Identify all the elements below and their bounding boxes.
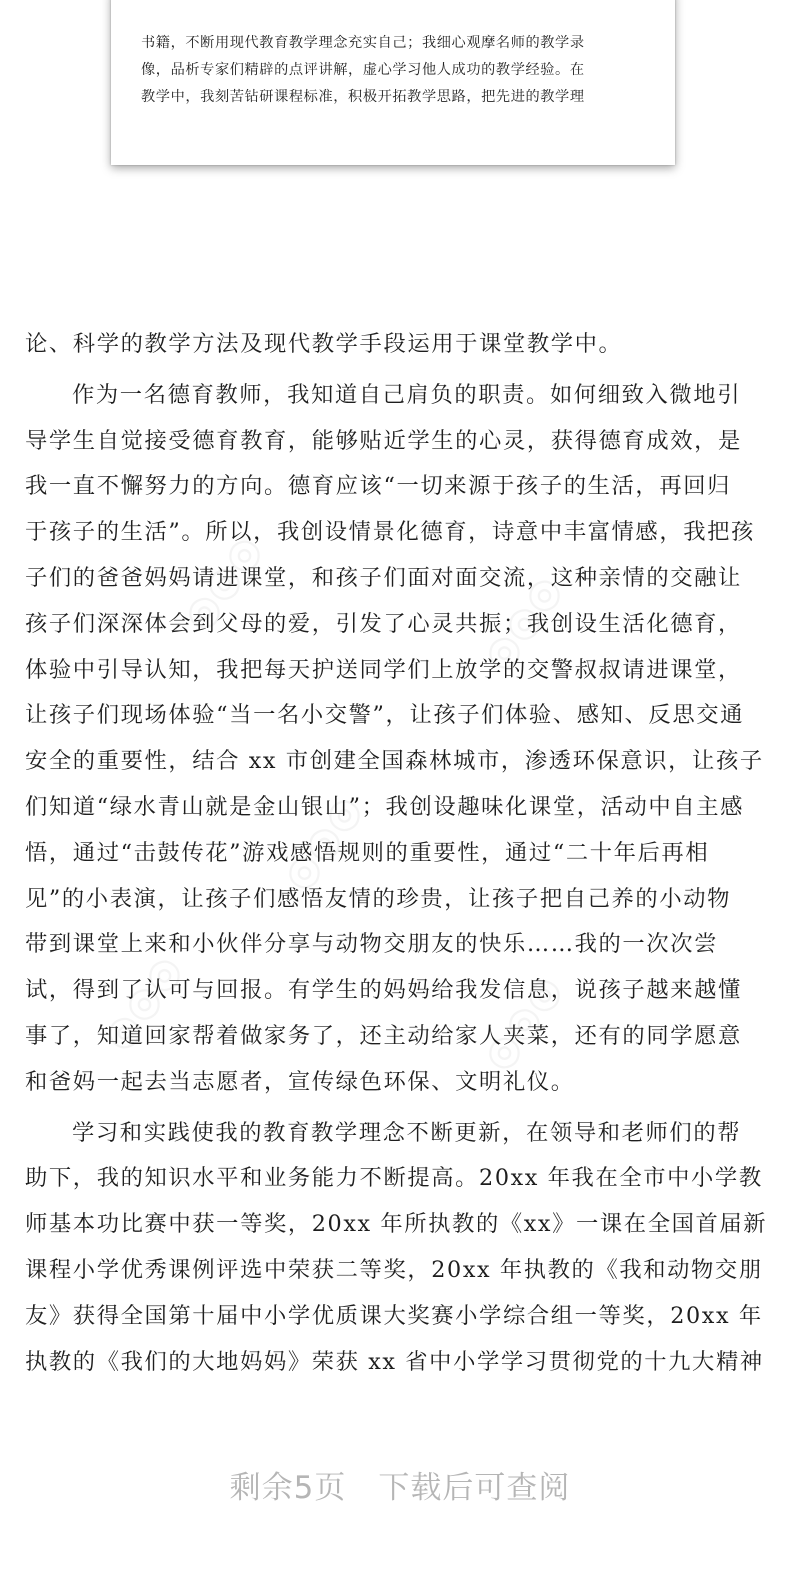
body-text-line: 导学生自觉接受德育教育，能够贴近学生的心灵，获得德育成效，是	[25, 427, 742, 454]
body-text-line: 子们的爸爸妈妈请进课堂，和孩子们面对面交流，这种亲情的交融让	[25, 564, 742, 591]
card-text-line: 教学中，我刻苦钻研课程标准，积极开拓教学思路，把先进的教学理	[141, 89, 585, 105]
body-text-line: 孩子们深深体会到父母的爱，引发了心灵共振；我创设生活化德育，	[25, 610, 742, 637]
body-text-line: 助下，我的知识水平和业务能力不断提高。20xx 年我在全市中小学教	[25, 1165, 763, 1192]
body-text-line: 师基本功比赛中获一等奖，20xx 年所执教的《xx》一课在全国首届新	[25, 1211, 768, 1238]
body-text-line: 让孩子们现场体验“当一名小交警”，让孩子们体验、感知、反思交通	[25, 702, 745, 729]
body-text-line: 悟，通过“击鼓传花”游戏感悟规则的重要性，通过“二十年后再相	[25, 839, 710, 866]
body-text-line: 试，得到了认可与回报。有学生的妈妈给我发信息，说孩子越来越懂	[25, 977, 742, 1004]
body-text-line: 安全的重要性，结合 xx 市创建全国森林城市，渗透环保意识，让孩子	[25, 748, 764, 775]
body-text-line: 于孩子的生活”。所以，我创设情景化德育，诗意中丰富情感，我把孩	[25, 519, 755, 546]
body-text-line: 事了，知道回家帮着做家务了，还主动给家人夹菜，还有的同学愿意	[25, 1022, 742, 1049]
body-text-line: 见”的小表演，让孩子们感悟友情的珍贵，让孩子把自己养的小动物	[25, 885, 732, 912]
paragraph-first-line: 学习和实践使我的教育教学理念不断更新，在领导和老师们的帮	[72, 1119, 742, 1146]
remaining-pages-count: 剩余5页	[229, 1470, 347, 1506]
body-text-line: 课程小学优秀课例评选中荣获二等奖，20xx 年执教的《我和动物交朋	[25, 1256, 763, 1283]
document-body	[25, 322, 773, 1385]
body-text-line: 带到课堂上来和小伙伴分享与动物交朋友的快乐……我的一次次尝	[25, 931, 719, 958]
card-text-line: 像，品析专家们精辟的点评讲解，虚心学习他人成功的教学经验。在	[141, 62, 585, 78]
paragraph-first-line: 作为一名德育教师，我知道自己肩负的职责。如何细致入微地引	[72, 381, 742, 408]
body-text-line: 我一直不懈努力的方向。德育应该“一切来源于孩子的生活，再回归	[25, 473, 732, 500]
body-text-line: 论、科学的教学方法及现代教学手段运用于课堂教学中。	[25, 331, 623, 357]
body-text-line: 和爸妈一起去当志愿者，宣传绿色环保、文明礼仪。	[25, 1068, 575, 1095]
body-text-line: 友》获得全国第十届中小学优质课大奖赛小学综合组一等奖，20xx 年	[25, 1302, 763, 1329]
card-text-line: 书籍，不断用现代教育教学理念充实自己；我细心观摩名师的教学录	[141, 35, 585, 51]
body-text-line: 体验中引导认知，我把每天护送同学们上放学的交警叔叔请进课堂，	[25, 656, 742, 683]
previous-page-card	[111, 0, 675, 165]
download-to-view-hint: 下载后可查阅	[378, 1470, 571, 1506]
body-text-line: 执教的《我们的大地妈妈》荣获 xx 省中小学学习贯彻党的十九大精神	[25, 1348, 764, 1375]
remaining-pages-prompt[interactable]	[0, 1462, 800, 1507]
body-text-line: 们知道“绿水青山就是金山银山”；我创设趣味化课堂，活动中自主感	[25, 793, 745, 820]
